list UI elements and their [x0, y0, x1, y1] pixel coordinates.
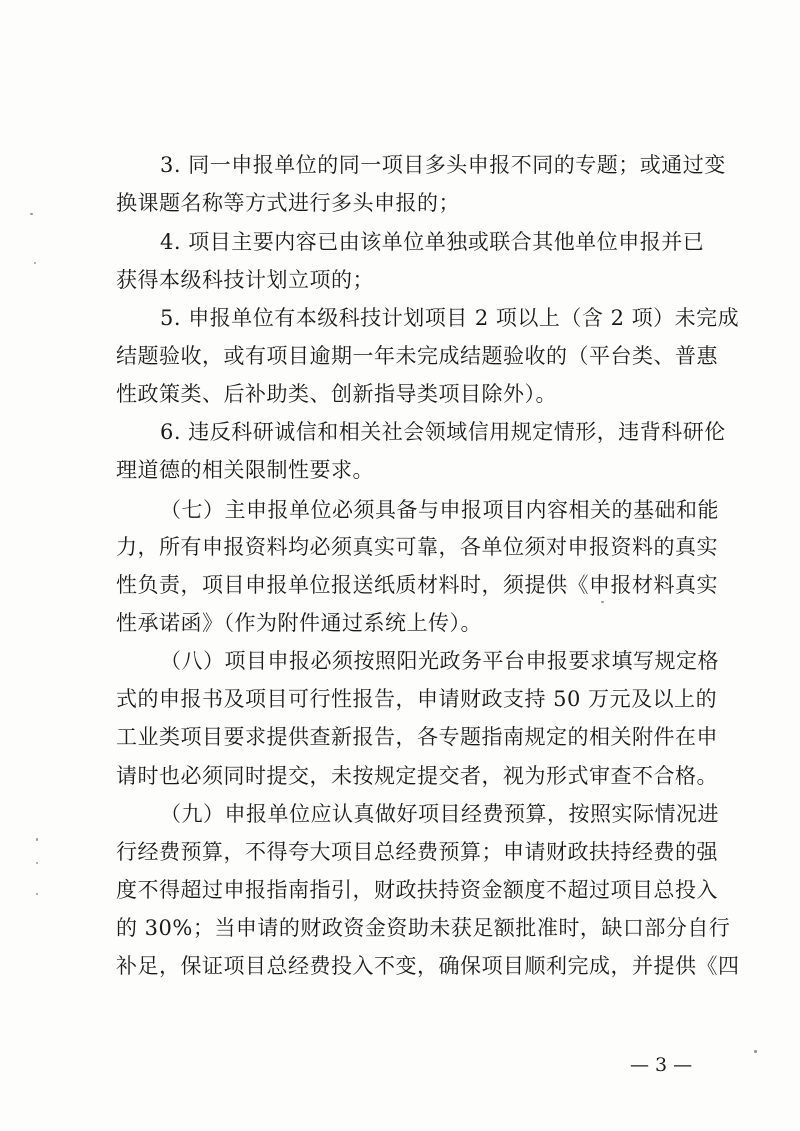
text-line: 性承诺函》（作为附件通过系统上传）。 [116, 611, 482, 635]
text-line: 性负责，项目申报单位报送纸质材料时，须提供《申报材料真实 [116, 573, 718, 597]
text-line: 获得本级科技计划立项的； [116, 268, 374, 292]
text-line: 结题验收，或有项目逾期一年未完成结题验收的（平台类、普惠 [116, 344, 718, 368]
scan-speck [36, 838, 38, 841]
text-line: （八）项目申报必须按照阳光政务平台申报要求填写规定格 [160, 649, 719, 673]
scan-speck [754, 1050, 757, 1053]
text-line: 度不得超过申报指南指引，财政扶持资金额度不超过项目总投入 [116, 878, 718, 902]
scan-speck [36, 862, 38, 864]
text-line: （七）主申报单位必须具备与申报项目内容相关的基础和能 [160, 498, 719, 522]
text-line: 理道德的相关限制性要求。 [116, 458, 374, 482]
text-line: 工业类项目要求提供查新报告，各专题指南规定的相关附件在申 [116, 725, 718, 749]
text-line: 3. 同一申报单位的同一项目多头申报不同的专题；或通过变 [160, 153, 726, 177]
text-line: 5. 申报单位有本级科技计划项目 2 项以上（含 2 项）未完成 [160, 306, 740, 330]
scan-speck [30, 213, 33, 215]
text-line: 6. 违反科研诚信和相关社会领域信用规定情形，违背科研伦 [160, 420, 726, 444]
text-line: 换课题名称等方式进行多头申报的； [116, 191, 460, 215]
text-line: 请时也必须同时提交，未按规定提交者，视为形式审查不合格。 [116, 764, 718, 788]
text-line: 的 30%；当申请的财政资金资助未获足额批准时，缺口部分自行 [116, 916, 731, 940]
page-number: — 3 — [630, 1054, 693, 1076]
text-line: 式的申报书及项目可行性报告，申请财政支持 50 万元及以上的 [116, 687, 718, 711]
scan-speck [34, 262, 36, 264]
text-line: 补足，保证项目总经费投入不变，确保项目顺利完成，并提供《四 [116, 954, 740, 978]
scan-speck [601, 601, 604, 603]
text-line: 行经费预算，不得夸大项目总经费预算；申请财政扶持经费的强 [116, 840, 718, 864]
text-line: 4. 项目主要内容已由该单位单独或联合其他单位申报并已 [160, 230, 705, 254]
text-line: 力，所有申报资料均必须真实可靠，各单位须对申报资料的真实 [116, 535, 718, 559]
text-line: 性政策类、后补助类、创新指导类项目除外）。 [116, 382, 557, 406]
text-line: （九）申报单位应认真做好项目经费预算，按照实际情况进 [160, 802, 719, 826]
scan-speck [36, 893, 38, 895]
